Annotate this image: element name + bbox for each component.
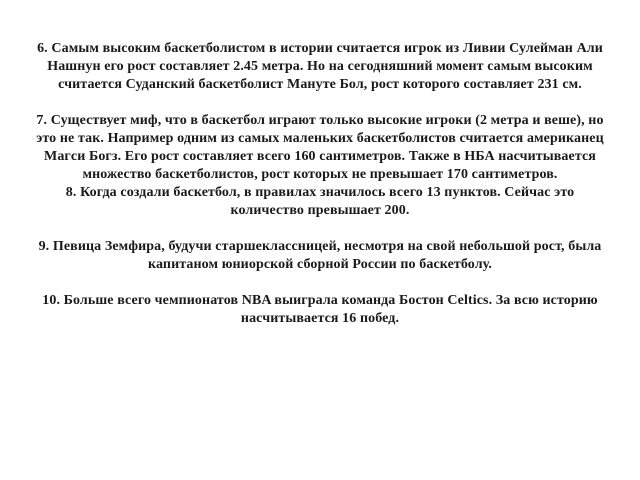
spacer bbox=[28, 274, 612, 292]
fact-9: 9. Певица Земфира, будучи старшеклассницей, несмотря на свой небольшой рост, была капитаном юниорской сборной России по баскетболу. bbox=[38, 239, 602, 272]
fact-7: 7. Существует миф, что в баскетбол играют только высокие игроки (2 метра и веше), но это не так. Например одним из самых маленьких баскетболистов считается американец Магси Богз. Его рост составляет всего 160 сантиметров. Также в НБА насчитывается множество баскетболистов, рост которых не превышает 170 сантиметров. bbox=[36, 113, 604, 182]
fact-8: 8. Когда создали баскетбол, в правилах значилось всего 13 пунктов. Сейчас это количество превышает 200. bbox=[65, 185, 575, 218]
spacer bbox=[28, 220, 612, 238]
fact-10: 10. Больше всего чемпионатов NBA выиграла команда Бостон Celtics. За всю историю насчитывается 16 побед. bbox=[42, 293, 598, 326]
spacer bbox=[28, 94, 612, 112]
fact-6: 6. Самым высоким баскетболистом в истории считается игрок из Ливии Сулейман Али Нашнун его рост составляет 2.45 метра. Но на сегодняшний момент самым высоким считается Суданский баскетболист Мануте Бол, рост которого составляет 231 см. bbox=[37, 41, 603, 92]
